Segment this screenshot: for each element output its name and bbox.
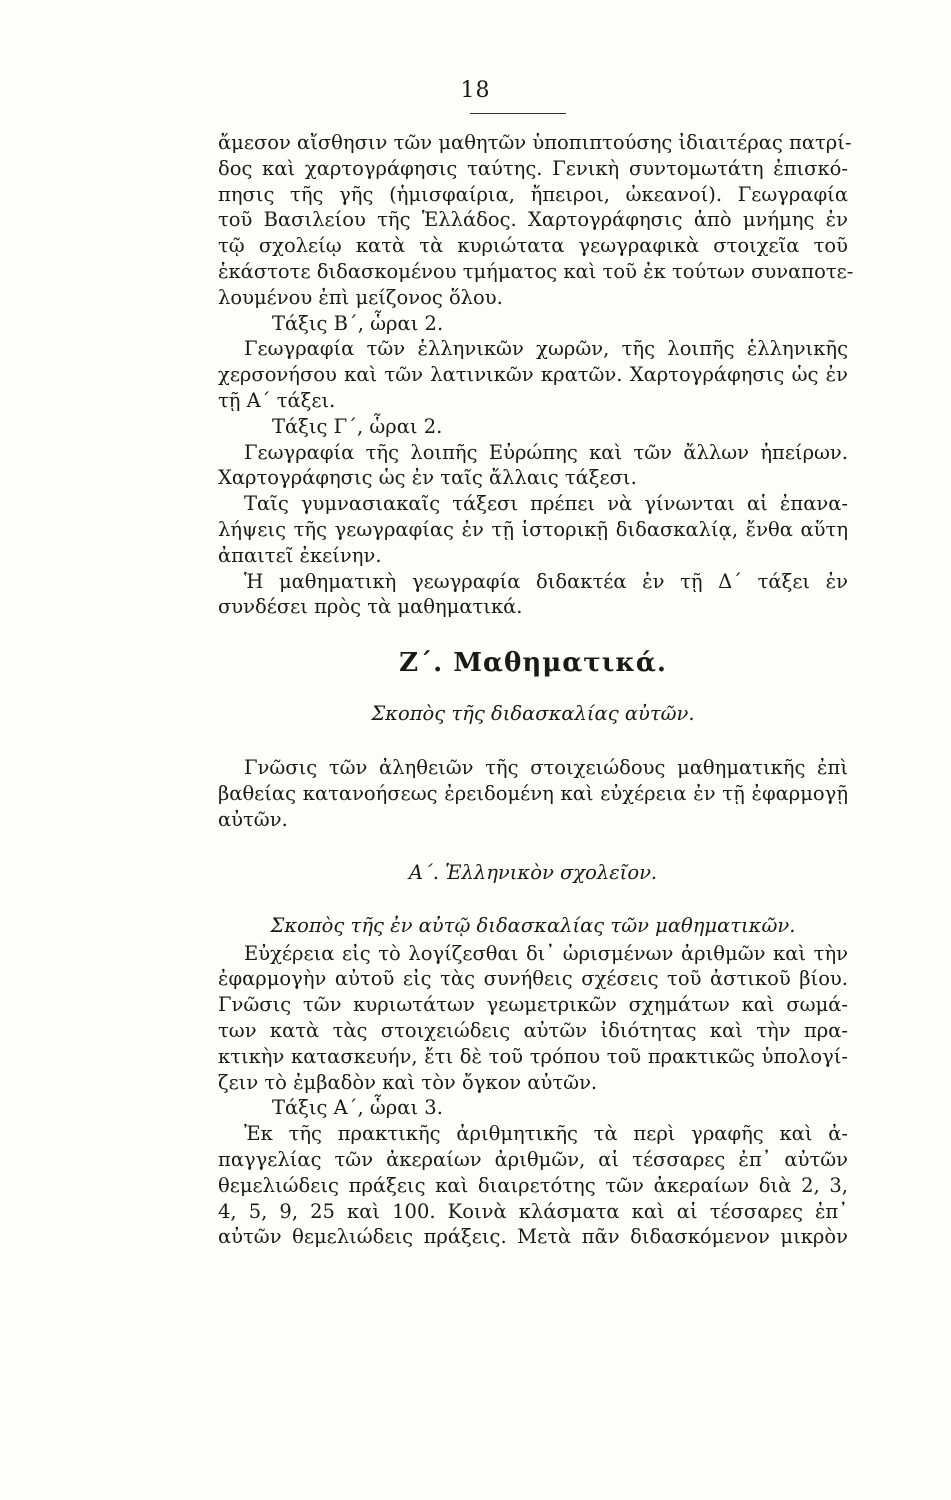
class-b-heading: Τάξις Β΄, ὧραι 2. — [272, 311, 444, 335]
text-line: δος καὶ χαρτογράφησις ταύτης. Γενικὴ συντομωτάτη ἐπισκό- — [218, 156, 848, 180]
text-line: των κατὰ τὰς στοιχειώδεις αὐτῶν ἰδιότητας καὶ τὴν πρα- — [218, 1018, 848, 1042]
text-line: τῇ Α΄ τάξει. — [218, 388, 336, 412]
text-line: αὐτῶν θεμελιώδεις πράξεις. Μετὰ πᾶν διδασκόμενον μικρὸν — [218, 1225, 848, 1249]
text-line: Γνῶσις τῶν κυριωτάτων γεωμετρικῶν σχημάτων καὶ σωμά- — [218, 993, 848, 1017]
subheading-school-purpose: Σκοπὸς τῆς ἐν αὐτῷ διδασκαλίας τῶν μαθηματικῶν. — [270, 913, 796, 937]
paragraph-purpose — [218, 755, 848, 832]
text-line: τῷ σχολείῳ κατὰ τὰ κυριώτατα γεωγραφικὰ στοιχεῖα τοῦ — [218, 234, 848, 258]
text-line: Χαρτογράφησις ὡς ἐν ταῖς ἄλλαις τάξεσι. — [218, 466, 637, 490]
text-line: πησις τῆς γῆς (ἡμισφαίρια, ἤπειροι, ὠκεανοί). Γεωγραφία — [218, 182, 848, 206]
text-line: συνδέσει πρὸς τὰ μαθηματικά. — [218, 595, 523, 619]
text-line: παγγελίας τῶν ἀκεραίων ἀριθμῶν, αἱ τέσσαρες ἐπ᾽ αὐτῶν — [218, 1147, 848, 1171]
text-line: 4, 5, 9, 25 καὶ 100. Κοινὰ κλάσματα καὶ αἱ τέσσαρες ἐπ᾽ — [218, 1199, 848, 1223]
subheading-hellenic-school: Α΄. Ἑλληνικὸν σχολεῖον. — [408, 860, 658, 884]
text-line: Ἐκ τῆς πρακτικῆς ἀριθμητικῆς τὰ περὶ γραφῆς καὶ ἀ- — [244, 1122, 848, 1146]
text-line: Ἡ μαθηματικὴ γεωγραφία διδακτέα ἐν τῇ Δ΄ τάξει ἐν — [244, 569, 848, 593]
text-line: λουμένου ἐπὶ μείζονος ὅλου. — [218, 285, 503, 309]
text-line: κτικὴν κατασκευήν, ἔτι δὲ τοῦ τρόπου τοῦ πρακτικῶς ὑπολογί- — [218, 1044, 848, 1068]
text-line: Ταῖς γυμνασιακαῖς τάξεσι πρέπει νὰ γίνωνται αἱ ἐπανα- — [244, 492, 848, 516]
text-line: ἑκάστοτε διδασκομένου τμήματος καὶ τοῦ ἐκ τούτων συναποτε- — [218, 259, 854, 283]
page-body — [218, 130, 854, 1250]
text-line: Γεωγραφία τῶν ἑλληνικῶν χωρῶν, τῆς λοιπῆς ἑλληνικῆς — [244, 337, 848, 361]
text-line: βαθείας κατανοήσεως ἐρειδομένη καὶ εὐχέρεια ἐν τῇ ἐφαρμογῇ — [218, 781, 848, 805]
text-line: Εὐχέρεια εἰς τὸ λογίζεσθαι δι᾽ ὡρισμένων ἀριθμῶν καὶ τὴν — [244, 941, 848, 965]
text-line: ἀπαιτεῖ ἐκείνην. — [218, 543, 382, 567]
paragraph-class-c — [218, 440, 848, 492]
text-line: ζειν τὸ ἐμβαδὸν καὶ τὸν ὄγκον αὐτῶν. — [218, 1070, 598, 1094]
subheading-purpose: Σκοπὸς τῆς διδασκαλίας αὐτῶν. — [371, 702, 695, 726]
text-line: ἄμεσον αἴσθησιν τῶν μαθητῶν ὑποπιπτούσης ἰδιαιτέρας πατρί- — [218, 131, 852, 154]
paragraph-school-purpose — [218, 941, 848, 1096]
page-number: 18 — [460, 78, 491, 103]
class-c-heading: Τάξις Γ΄, ὧραι 2. — [272, 414, 443, 438]
text-line: χερσονήσου καὶ τῶν λατινικῶν κρατῶν. Χαρτογράφησις ὡς ἐν — [218, 363, 848, 387]
text-line: λήψεις τῆς γεωγραφίας ἐν τῇ ἱστορικῇ διδασκαλίᾳ, ἔνθα αὕτη — [218, 517, 848, 541]
paragraph-geography-first-class — [218, 130, 854, 311]
text-line: Γεωγραφία τῆς λοιπῆς Εὐρώπης καὶ τῶν ἄλλων ἠπείρων. — [244, 440, 848, 464]
page-number-rule — [470, 113, 566, 114]
paragraph-gymnasium-classes — [218, 491, 848, 568]
paragraph-class-a — [218, 1121, 848, 1250]
text-line: τοῦ Βασιλείου τῆς Ἑλλάδος. Χαρτογράφησις ἀπὸ μνήμης ἐν — [218, 208, 848, 232]
section-heading-mathematics: Ζ΄. Μαθηματικά. — [399, 648, 667, 679]
text-line: ἐφαρμογὴν αὐτοῦ εἰς τὰς συνήθεις σχέσεις τοῦ ἀστικοῦ βίου. — [218, 967, 848, 991]
text-line: θεμελιώδεις πράξεις καὶ διαιρετότης τῶν ἀκεραίων διὰ 2, 3, — [218, 1173, 848, 1197]
paragraph-class-b — [218, 336, 848, 413]
paragraph-mathematical-geography — [218, 569, 848, 621]
text-line: αὐτῶν. — [218, 807, 288, 831]
text-line: Γνῶσις τῶν ἀληθειῶν τῆς στοιχειώδους μαθηματικῆς ἐπὶ — [244, 756, 848, 780]
class-a-heading: Τάξις Α΄, ὧραι 3. — [272, 1096, 443, 1120]
